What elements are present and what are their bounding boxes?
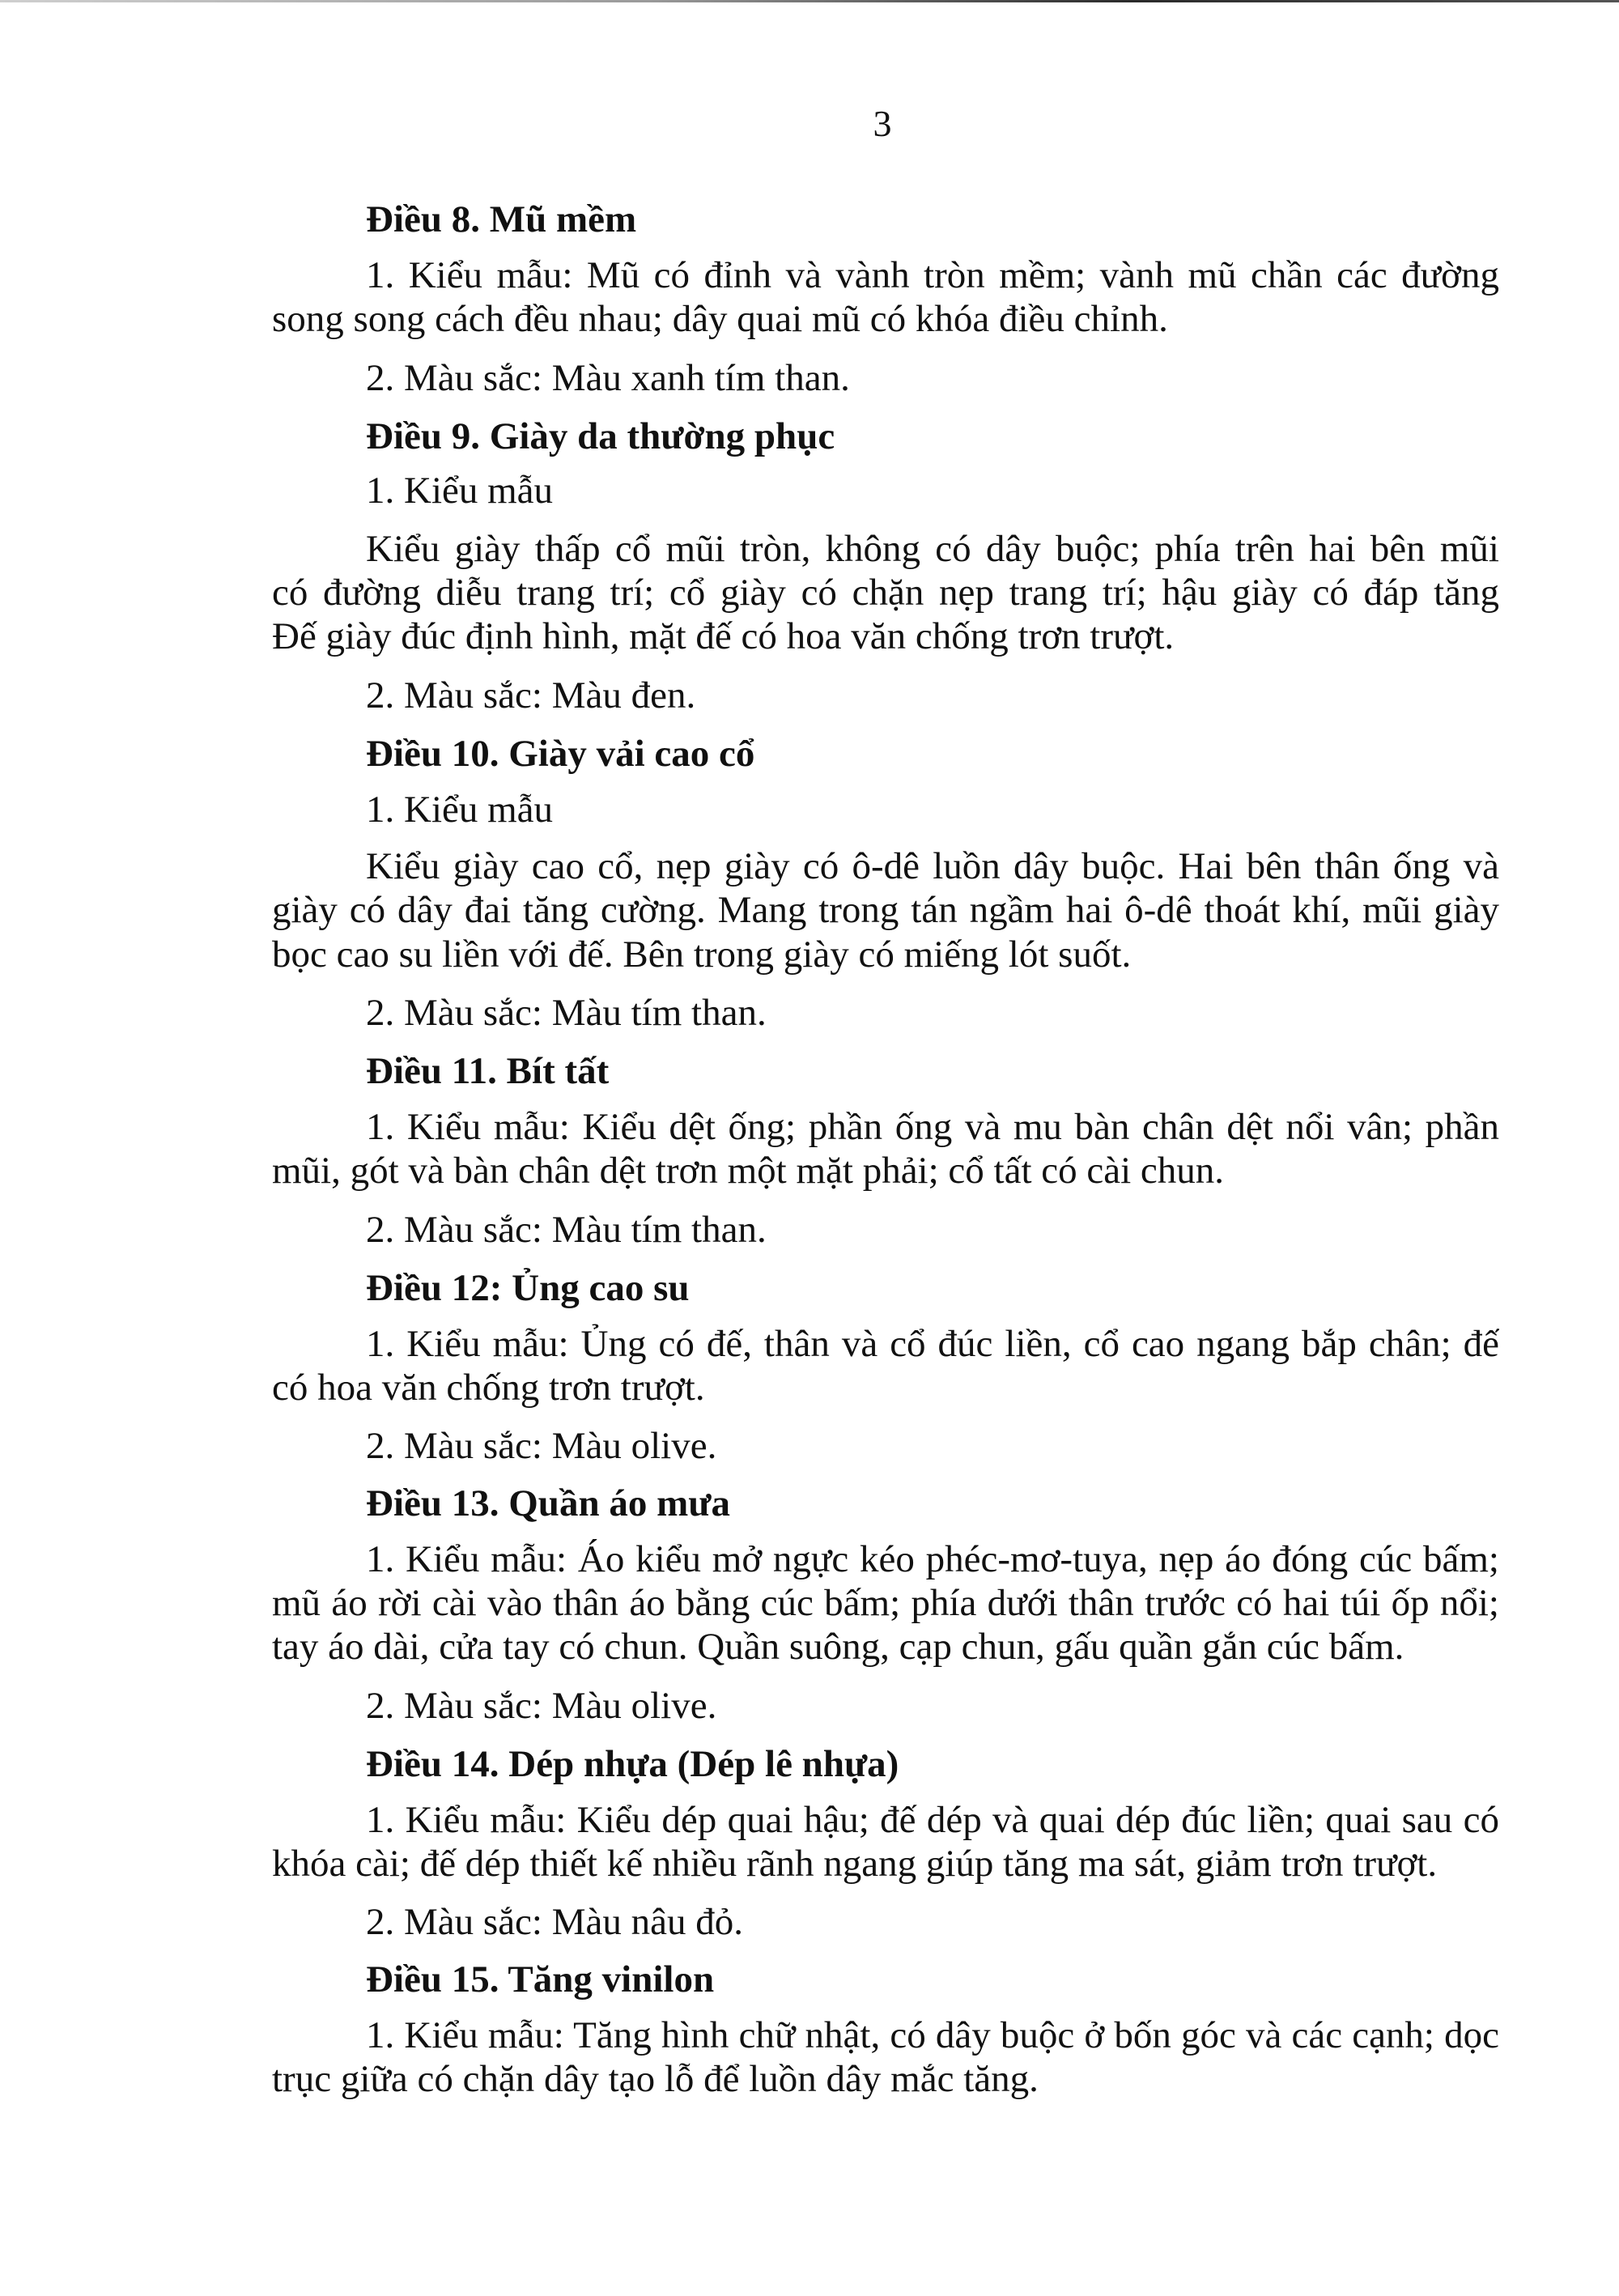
article-text-line: 1. Kiểu mẫu: Áo kiểu mở ngực kéo phéc-mơ-tuya, nẹp áo đóng cúc bấm; bbox=[366, 1538, 1499, 1580]
article-text-line: 1. Kiểu mẫu: Kiểu dệt ống; phần ống và mu bàn chân dệt nổi vân; phần bbox=[366, 1106, 1499, 1148]
article-text-line: giày có dây đai tăng cường. Mang trong tán ngầm hai ô-dê thoát khí, mũi giày bbox=[272, 889, 1499, 931]
article-text-line: Đế giày đúc định hình, mặt đế có hoa văn chống trơn trượt. bbox=[272, 615, 1175, 657]
article-heading: Điều 9. Giày da thường phục bbox=[366, 415, 835, 457]
article-text-line: 2. Màu sắc: Màu tím than. bbox=[366, 992, 767, 1034]
article-text-line: khóa cài; đế dép thiết kế nhiều rãnh ngang giúp tăng ma sát, giảm trơn trượt. bbox=[272, 1843, 1438, 1885]
article-text-line: có hoa văn chống trơn trượt. bbox=[272, 1367, 705, 1409]
article-text-line: 2. Màu sắc: Màu tím than. bbox=[366, 1209, 767, 1251]
article-heading: Điều 12: Ủng cao su bbox=[366, 1267, 690, 1309]
article-text-line: 1. Kiểu mẫu bbox=[366, 470, 554, 512]
article-text-line: 2. Màu sắc: Màu olive. bbox=[366, 1425, 717, 1467]
article-text-line: có đường diễu trang trí; cổ giày có chặn nẹp trang trí; hậu giày có đáp tăng bbox=[272, 572, 1499, 614]
article-text-line: 1. Kiểu mẫu: Mũ có đỉnh và vành tròn mềm; vành mũ chần các đường bbox=[366, 254, 1499, 296]
article-text-line: Kiểu giày thấp cổ mũi tròn, không có dây buộc; phía trên hai bên mũi bbox=[366, 528, 1499, 570]
article-text-line: 1. Kiểu mẫu bbox=[366, 789, 554, 831]
article-text-line: 2. Màu sắc: Màu đen. bbox=[366, 674, 696, 716]
article-text-line: 2. Màu sắc: Màu olive. bbox=[366, 1685, 717, 1727]
scan-top-edge bbox=[0, 0, 1619, 2]
article-text-line: 1. Kiểu mẫu: Tăng hình chữ nhật, có dây buộc ở bốn góc và các cạnh; dọc bbox=[366, 2014, 1499, 2056]
article-text-line: 1. Kiểu mẫu: Kiểu dép quai hậu; đế dép và quai dép đúc liền; quai sau có bbox=[366, 1799, 1499, 1841]
article-text-line: 2. Màu sắc: Màu xanh tím than. bbox=[366, 357, 850, 399]
article-heading: Điều 14. Dép nhựa (Dép lê nhựa) bbox=[366, 1743, 899, 1785]
article-heading: Điều 8. Mũ mềm bbox=[366, 198, 637, 240]
article-text-line: 2. Màu sắc: Màu nâu đỏ. bbox=[366, 1901, 743, 1943]
article-text-line: song song cách đều nhau; dây quai mũ có khóa điều chỉnh. bbox=[272, 298, 1168, 340]
article-heading: Điều 10. Giày vải cao cổ bbox=[366, 733, 755, 775]
article-text-line: mũ áo rời cài vào thân áo bằng cúc bấm; phía dưới thân trước có hai túi ốp nổi; bbox=[272, 1582, 1499, 1624]
page-number: 3 bbox=[873, 103, 892, 144]
article-text-line: tay áo dài, cửa tay có chun. Quần suông, cạp chun, gấu quần gắn cúc bấm. bbox=[272, 1626, 1404, 1668]
article-heading: Điều 15. Tăng vinilon bbox=[366, 1958, 715, 2000]
article-text-line: bọc cao su liền với đế. Bên trong giày có miếng lót suốt. bbox=[272, 933, 1132, 976]
article-text-line: 1. Kiểu mẫu: Ủng có đế, thân và cổ đúc liền, cổ cao ngang bắp chân; đế bbox=[366, 1323, 1499, 1365]
article-heading: Điều 13. Quần áo mưa bbox=[366, 1482, 730, 1524]
article-heading: Điều 11. Bít tất bbox=[366, 1050, 610, 1092]
article-text-line: mũi, gót và bàn chân dệt trơn một mặt phải; cổ tất có cài chun. bbox=[272, 1150, 1225, 1192]
article-text-line: trục giữa có chặn dây tạo lỗ để luồn dây mắc tăng. bbox=[272, 2058, 1039, 2100]
article-text-line: Kiểu giày cao cổ, nẹp giày có ô-dê luồn dây buộc. Hai bên thân ống và bbox=[366, 845, 1499, 887]
